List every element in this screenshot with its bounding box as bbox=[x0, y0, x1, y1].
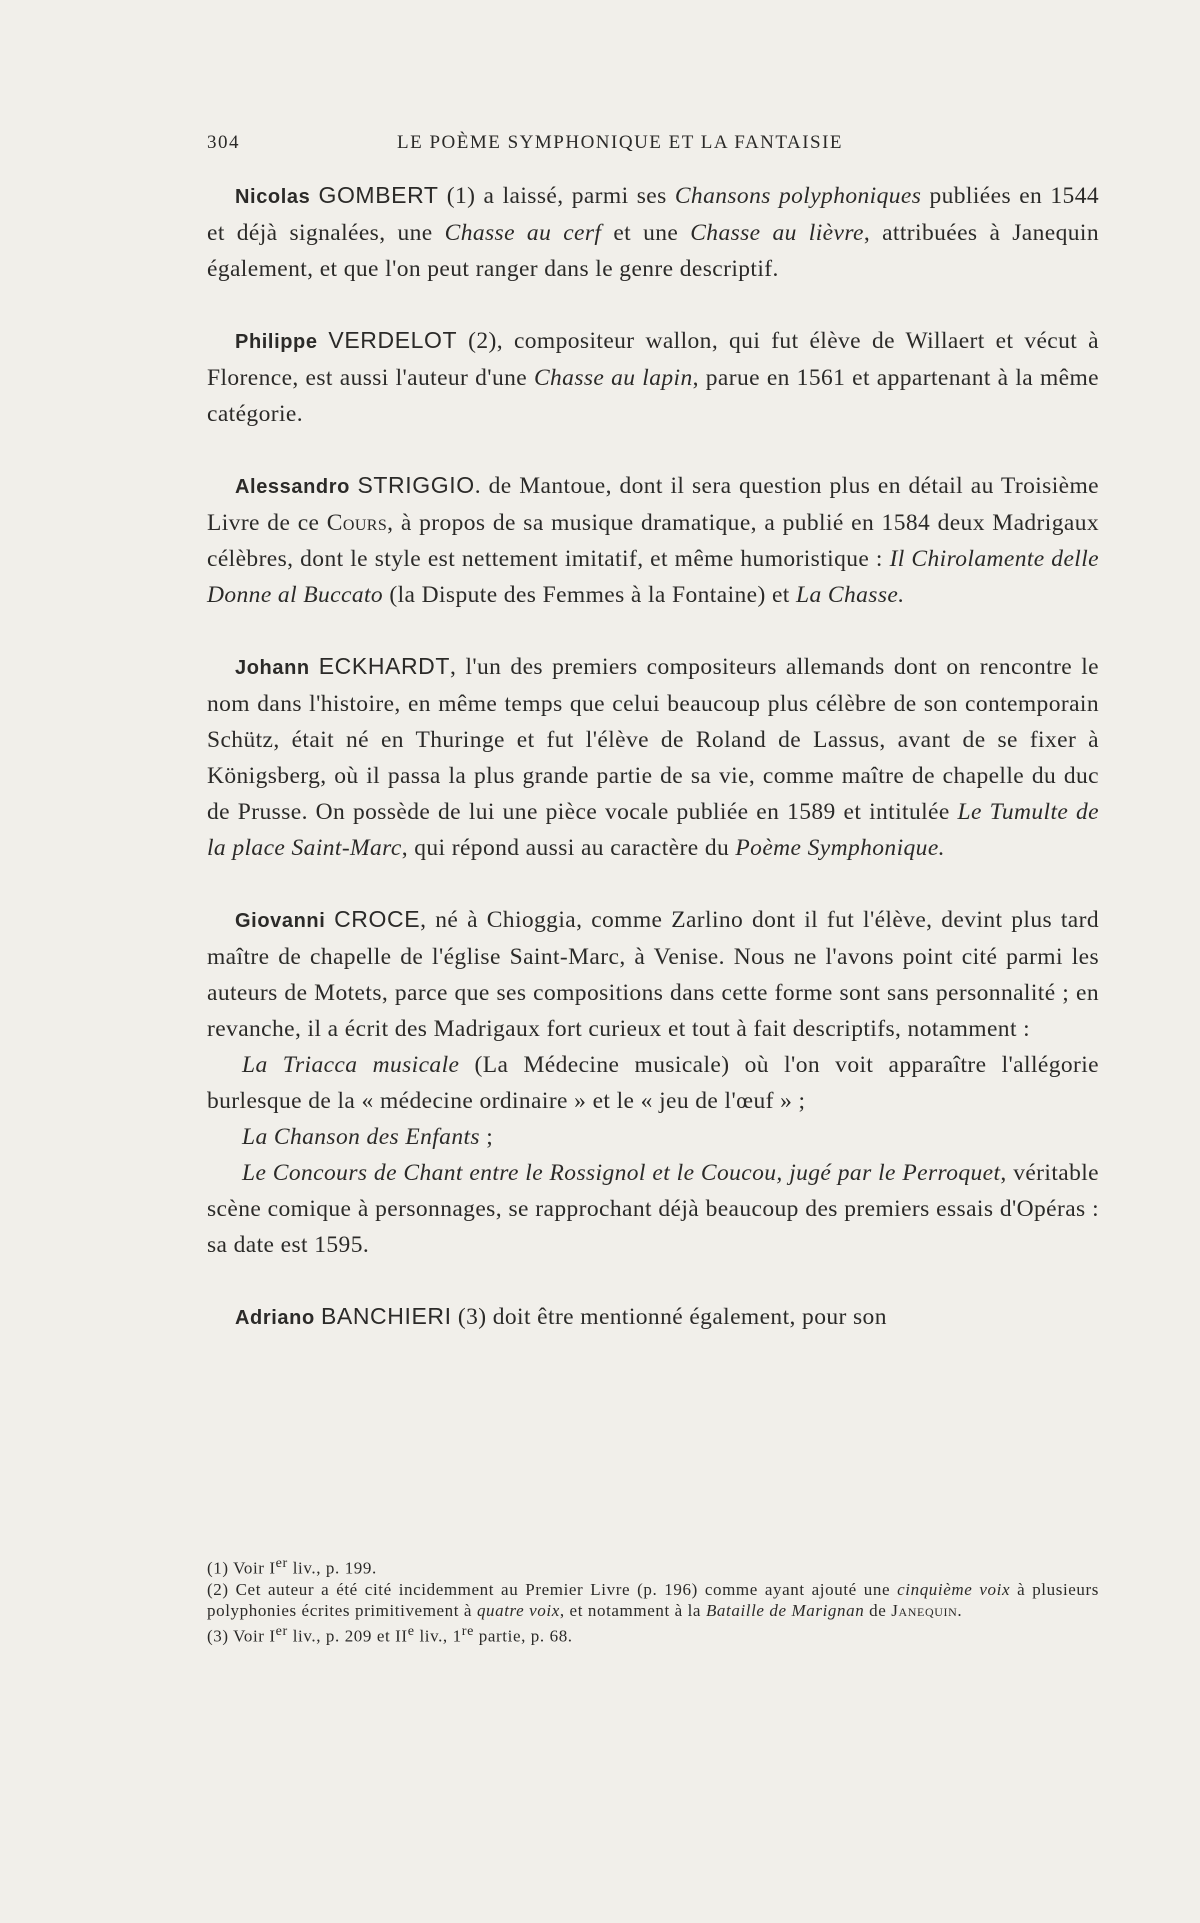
paragraph-croce: Giovanni CROCE, né à Chioggia, comme Zarlino dont il fut l'élève, devint plus tard maître de chapelle de l'église Saint-Marc, à Venise. Nous ne l'avons point cité parmi les auteurs de Motets, parce que ses compositions dans cette forme sont sans personnalité ; en revanche, il a écrit des Madrigaux fort curieux et tout à fait descriptifs, notamment : bbox=[207, 906, 1099, 1042]
composer-name: Alessandro STRIGGIO bbox=[235, 472, 475, 498]
page-header bbox=[207, 132, 1115, 158]
composer-name: Giovanni CROCE bbox=[235, 906, 421, 932]
paragraph-banchieri: Adriano BANCHIERI (3) doit être mentionné également, pour son bbox=[235, 1303, 887, 1330]
footnote-3: (3) Voir Ier liv., p. 209 et IIe liv., 1re partie, p. 68. bbox=[207, 1622, 573, 1646]
composer-name: Nicolas GOMBERT bbox=[235, 182, 439, 208]
croce-item-chanson: La Chanson des Enfants ; bbox=[242, 1124, 494, 1150]
body-text bbox=[207, 177, 1099, 1371]
paragraph-gombert: Nicolas GOMBERT (1) a laissé, parmi ses Chansons polyphoniques publiées en 1544 et déjà signalées, une Chasse au cerf et une Chasse au lièvre, attribuées à Janequin également, et que l'on peut ranger dans le genre descriptif. bbox=[207, 182, 1099, 282]
composer-name: Philippe VERDELOT bbox=[235, 327, 458, 353]
paragraph-eckhardt: Johann ECKHARDT, l'un des premiers compositeurs allemands dont on rencontre le nom dans l'histoire, en même temps que celui beaucoup plus célèbre de son contemporain Schütz, était né en Thuringe et fut l'élève de Roland de Lassus, avant de se fixer à Königsberg, où il passa la plus grande partie de sa vie, comme maître de chapelle du duc de Prusse. On possède de lui une pièce vocale publiée en 1589 et intitulée Le Tumulte de la place Saint-Marc, qui répond aussi au caractère du Poème Symphonique. bbox=[207, 653, 1099, 861]
footnote-2: (2) Cet auteur a été cité incidemment au Premier Livre (p. 196) comme ayant ajouté une cinquième voix à plusieurs polyphonies écrites primitivement à quatre voix, et notamment à la Bataille de Marignan de Janequin. bbox=[207, 1579, 1099, 1620]
paragraph-verdelot: Philippe VERDELOT (2), compositeur wallon, qui fut élève de Willaert et vécut à Florence, est aussi l'auteur d'une Chasse au lapin, parue en 1561 et appartenant à la même catégorie. bbox=[207, 327, 1099, 427]
running-title: LE POÈME SYMPHONIQUE ET LA FANTAISIE bbox=[397, 132, 844, 153]
footnote-1: (1) Voir Ier liv., p. 199. bbox=[207, 1555, 377, 1578]
paragraph-striggio: Alessandro STRIGGIO. de Mantoue, dont il sera question plus en détail au Troisième Livre de ce Cours, à propos de sa musique dramatique, a publié en 1584 deux Madrigaux célèbres, dont le style est nettement imitatif, et même humoristique : Il Chirolamente delle Donne al Buccato (la Dispute des Femmes à la Fontaine) et La Chasse. bbox=[207, 472, 1099, 608]
page-number: 304 bbox=[207, 132, 240, 153]
croce-item-triacca: La Triacca musicale (La Médecine musicale) où l'on voit apparaître l'allégorie burlesque de la « médecine ordinaire » et le « jeu de l'œuf » ; bbox=[207, 1052, 1099, 1114]
composer-name: Adriano BANCHIERI bbox=[235, 1303, 452, 1329]
footnotes bbox=[207, 1553, 1099, 1646]
croce-item-concours: Le Concours de Chant entre le Rossignol et le Coucou, jugé par le Perroquet, véritable scène comique à personnages, se rapprochant déjà beaucoup des premiers essais d'Opéras : sa date est 1595. bbox=[207, 1160, 1099, 1258]
composer-name: Johann ECKHARDT bbox=[235, 653, 451, 679]
